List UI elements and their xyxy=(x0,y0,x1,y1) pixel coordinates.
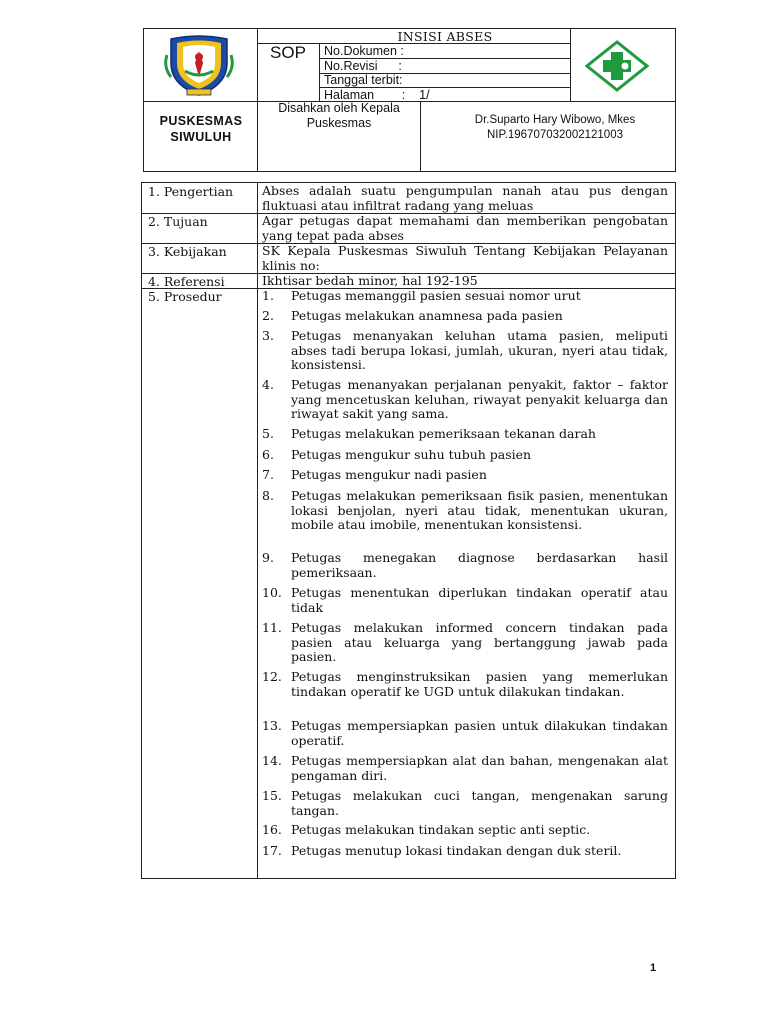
procedure-step: 1. Petugas memanggil pasien sesuai nomor urut xyxy=(262,288,581,303)
regency-emblem-logo xyxy=(163,33,235,99)
section-text-kebijakan: SK Kepala Puskesmas Siwuluh Tentang Kebijakan Pelayanan klinis no: xyxy=(262,243,668,273)
procedure-step: 10. Petugas menentukan diperlukan tindakan operatif atau tidak xyxy=(262,585,668,615)
page-number: 1 xyxy=(650,962,657,974)
signer-nip: NIP.196707032002121003 xyxy=(486,129,623,141)
page-label: Halaman : 1/ xyxy=(324,88,430,102)
signer-block xyxy=(448,113,662,143)
revision-label: No.Revisi : xyxy=(324,59,402,73)
procedure-step: 3. Petugas menanyakan keluhan utama pasien, meliputi abses tadi berupa lokasi, jumlah, ukuran, nyeri atau tidak, konsistensi. xyxy=(262,328,668,372)
procedure-step: 15. Petugas melakukan cuci tangan, mengenakan sarung tangan. xyxy=(262,788,668,818)
section-text-tujuan: Agar petugas dapat memahami dan memberikan pengobatan yang tepat pada abses xyxy=(262,213,668,243)
procedure-step: 4. Petugas menanyakan perjalanan penyakit, faktor – faktor yang mencetuskan keluhan, riwayat penyakit keluarga dan riwayat sakit yang sama. xyxy=(262,377,668,421)
org-line-2: SIWULUH xyxy=(170,130,232,144)
org-line-1: PUSKESMAS xyxy=(159,114,243,128)
approved-by: Disahkan oleh Kepala Puskesmas xyxy=(278,101,400,130)
section-label-pengertian: 1. Pengertian xyxy=(148,184,234,199)
procedure-step: 16. Petugas melakukan tindakan septic anti septic. xyxy=(262,822,591,837)
section-label-referensi: 4. Referensi xyxy=(148,274,225,289)
sop-label: SOP xyxy=(270,43,306,62)
organization-name xyxy=(146,113,256,145)
procedure-step: 11. Petugas melakukan informed concern tindakan pada pasien atau keluarga yang bertanggung jawab pada pasien. xyxy=(262,620,668,664)
procedure-step: 13. Petugas mempersiapkan pasien untuk dilakukan tindakan operatif. xyxy=(262,718,668,748)
puskesmas-cross-logo xyxy=(585,40,649,92)
section-label-tujuan: 2. Tujuan xyxy=(148,214,208,229)
section-label-prosedur: 5. Prosedur xyxy=(148,289,222,304)
doc-number-label: No.Dokumen : xyxy=(324,44,404,58)
date-label: Tanggal terbit: xyxy=(324,73,403,87)
document-title: INSISI ABSES xyxy=(397,29,493,44)
section-text-pengertian: Abses adalah suatu pengumpulan nanah atau pus dengan fluktuasi atau infiltrat radang yang meluas xyxy=(262,183,668,213)
procedure-step: 8. Petugas melakukan pemeriksaan fisik pasien, menentukan lokasi benjolan, nyeri atau tidak, menentukan ukuran, mobile atau imobile, menentukan konsistensi. xyxy=(262,488,668,532)
procedure-step: 12. Petugas menginstruksikan pasien yang memerlukan tindakan operatif ke UGD untuk dilakukan tindakan. xyxy=(262,669,668,699)
procedure-step: 2. Petugas melakukan anamnesa pada pasien xyxy=(262,308,563,323)
procedure-step: 9. Petugas menegakan diagnose berdasarkan hasil pemeriksaan. xyxy=(262,550,668,580)
section-label-kebijakan: 3. Kebijakan xyxy=(148,244,227,259)
signer-name: Dr.Suparto Hary Wibowo, Mkes xyxy=(474,114,636,126)
procedure-step: 6. Petugas mengukur suhu tubuh pasien xyxy=(262,447,532,462)
procedure-step: 17. Petugas menutup lokasi tindakan dengan duk steril. xyxy=(262,843,622,858)
procedure-step: 5. Petugas melakukan pemeriksaan tekanan darah xyxy=(262,426,596,441)
section-text-referensi: Ikhtisar bedah minor, hal 192-195 xyxy=(262,273,478,288)
procedure-step: 7. Petugas mengukur nadi pasien xyxy=(262,467,487,482)
procedure-step: 14. Petugas mempersiapkan alat dan bahan, mengenakan alat pengaman diri. xyxy=(262,753,668,783)
